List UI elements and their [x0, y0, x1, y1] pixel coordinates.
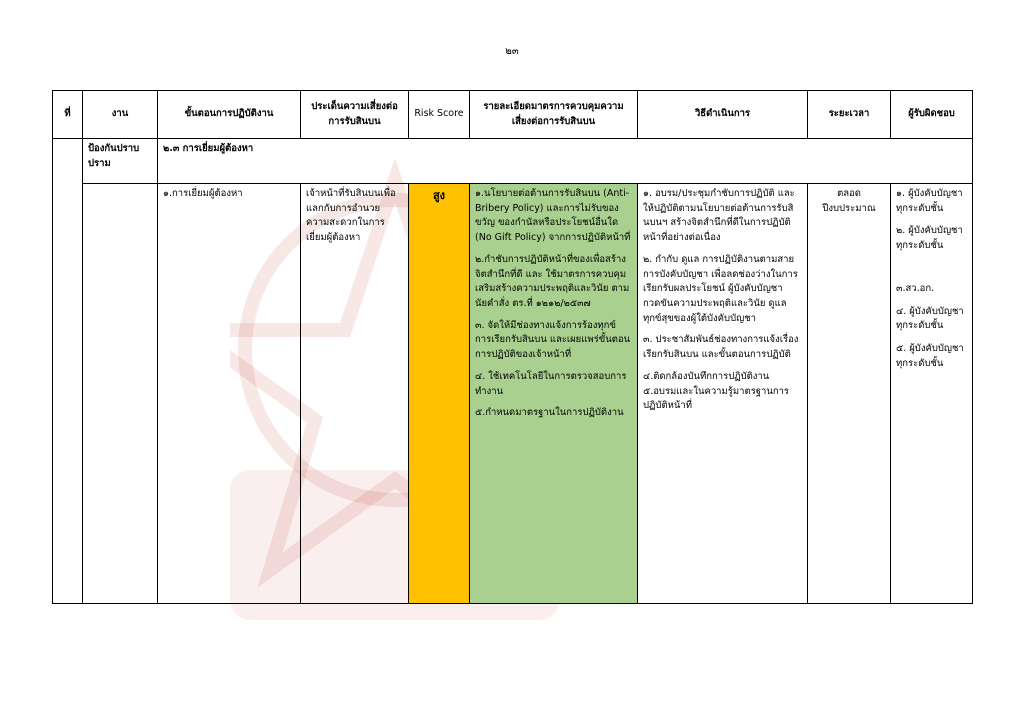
header-period: ระยะเวลา	[808, 91, 891, 139]
owner-item: ๔. ผู้บังคับบัญชาทุกระดับชั้น	[896, 305, 964, 332]
method-item: ๓. ประชาสัมพันธ์ช่องทางการแจ้งเรื่องเรียกรับสินบน และขั้นตอนการปฏิบัติ	[643, 334, 799, 361]
header-no: ที่	[53, 91, 83, 139]
period-cell: ตลอดปีงบประมาณ	[808, 184, 891, 604]
control-item: ๓. จัดให้มีช่องทางแจ้งการร้องทุกข์การเรียกรับสินบน และเผยแพร่ขั้นตอนการปฏิบัติของเจ้าหน้าที่	[475, 319, 631, 361]
page-number: ๒๓	[505, 46, 519, 57]
risk-issue-cell: เจ้าหน้าที่รับสินบนเพื่อแลกกับการอำนวยความสะดวกในการเยี่ยมผู้ต้องหา	[301, 184, 409, 604]
no-cell	[53, 139, 83, 604]
header-method: วิธีดำเนินการ	[638, 91, 808, 139]
table-row	[53, 184, 973, 604]
step-cell: ๑.การเยี่ยมผู้ต้องหา	[158, 184, 301, 604]
task-cell: ป้องกันปราบปราม	[83, 139, 158, 184]
control-item: ๑.นโยบายต่อต้านการรับสินบน (Anti-Bribery Policy) และการไม่รับของขวัญ ของกำนัลหรือประโยชน์อื่นใด (No Gift Policy) จากการปฏิบัติหน้าที่	[475, 188, 631, 244]
owner-item: ๑. ผู้บังคับบัญชาทุกระดับชั้น	[896, 188, 963, 214]
owner-item: ๕. ผู้บังคับบัญชาทุกระดับชั้น	[896, 343, 964, 369]
header-steps: ขั้นตอนการปฏิบัติงาน	[158, 91, 301, 139]
header-control-details: รายละเอียดมาตรการควบคุมความเสี่ยงต่อการรับสินบน	[470, 91, 638, 139]
section-row	[53, 139, 973, 184]
section-title: ๒.๓ การเยี่ยมผู้ต้องหา	[158, 139, 973, 184]
method-item: ๔.ติดกล้องบันทึกการปฏิบัติงาน	[643, 370, 770, 382]
header-owner: ผู้รับผิดชอบ	[891, 91, 973, 139]
owners-cell	[891, 184, 973, 604]
methods-cell	[638, 184, 808, 604]
control-item: ๔. ใช้เทคโนโลยีในการตรวจสอบการทำงาน	[475, 370, 627, 397]
method-item: ๑. อบรม/ประชุมกำชับการปฏิบัติ และให้ปฏิบัติตามนโยบายต่อต้านการรับสินบนฯ สร้างจิตสำนึกที่ดีในการปฏิบัติหน้าที่อย่างต่อเนื่อง	[643, 188, 795, 244]
method-item: ๒. กำกับ ดูแล การปฏิบัติงานตามสายการบังคับบัญชา เพื่อลดช่องว่างในการเรียกรับผลประโยชน์ ผู้บังคับบัญชากวดขันความประพฤติและวินัย ดูแลทุกข์สุขของผู้ใต้บังคับบัญชา	[643, 253, 798, 324]
risk-score-badge: สูง	[409, 184, 470, 604]
risk-table	[52, 90, 973, 604]
control-item: ๕.กำหนดมาตรฐานในการปฏิบัติงาน	[475, 407, 624, 419]
header-task: งาน	[83, 91, 158, 139]
header-row	[53, 91, 973, 139]
header-risk-issue: ประเด็นความเสี่ยงต่อการรับสินบน	[301, 91, 409, 139]
task-empty-cell	[83, 184, 158, 604]
owner-item: ๓.สว.อก.	[896, 282, 935, 294]
controls-cell	[470, 184, 638, 604]
owner-item: ๒. ผู้บังคับบัญชาทุกระดับชั้น	[896, 225, 963, 252]
control-item: ๒.กำชับการปฏิบัติหน้าที่ของเพื่อสร้างจิตสำนึกที่ดี และ ใช้มาตรการควบคุมเสริมสร้างความประพฤติและวินัย ตามนัยคำสั่ง ตร.ที่ ๑๒๑๒/๒๕๓๗	[475, 253, 630, 310]
method-item: ๕.อบรมและในความรู้มาตรฐานการปฏิบัติหน้าที่	[643, 385, 790, 412]
header-risk-score: Risk Score	[409, 91, 470, 139]
